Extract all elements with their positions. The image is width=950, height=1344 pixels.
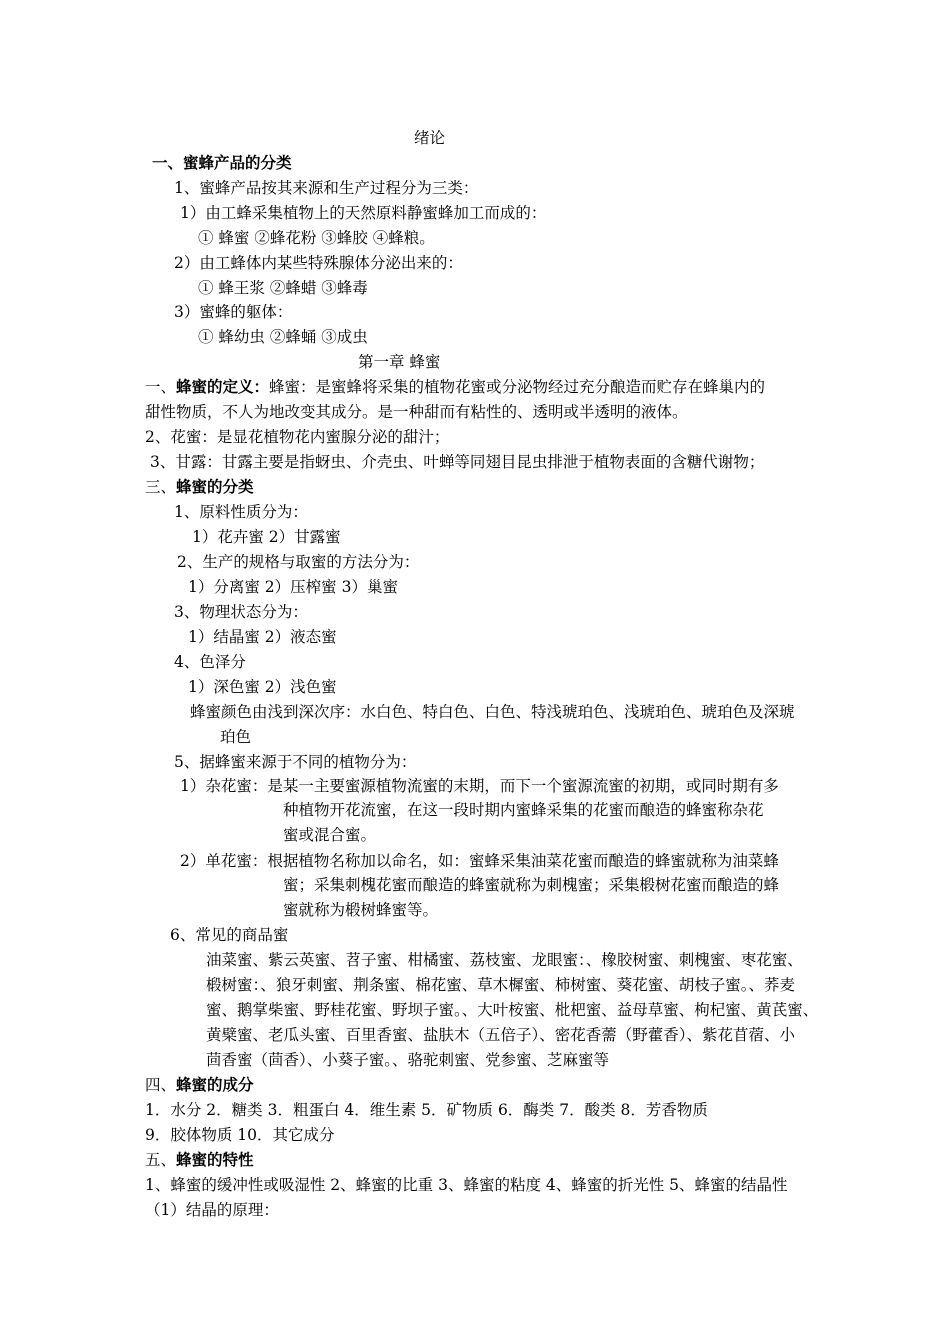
list-item: 1）由工蜂采集植物上的天然原料静蜜蜂加工而成的： (180, 204, 547, 222)
chapter-title: 第一章 蜂蜜 (358, 353, 441, 371)
paragraph: 蜂蜜颜色由浅到深次序：水白色、特白色、白色、特浅琥珀色、浅琥珀色、琥珀色及深琥 (190, 703, 795, 721)
paragraph: 3、甘露：甘露主要是指蚜虫、介壳虫、叶蝉等同翅目昆虫排泄于植物表面的含糖代谢物； (150, 453, 765, 471)
section-heading-classification: 蜂蜜的分类 (176, 477, 254, 496)
definition-text: 蜂蜜：是蜜蜂将采集的植物花蜜或分泌物经过充分酿造而贮存在蜂巢内的 (269, 378, 766, 396)
list-item: 1）花卉蜜 2）甘露蜜 (192, 528, 341, 546)
paragraph: （1）结晶的原理： (145, 1201, 279, 1219)
list-item: ① 蜂王浆 ②蜂蜡 ③蜂毒 (198, 279, 368, 297)
section-heading-definition: 蜂蜜的定义： (176, 377, 270, 396)
paragraph: 2、花蜜：是显花植物花内蜜腺分泌的甜汁； (145, 428, 450, 446)
list-item: 6、常见的商品蜜 (170, 926, 289, 944)
paragraph: 蜜；采集刺槐花蜜而酿造的蜂蜜就称为刺槐蜜；采集椴树花蜜而酿造的蜂 (283, 876, 780, 894)
paragraph: 油菜蜜、紫云英蜜、苕子蜜、柑橘蜜、荔枝蜜、龙眼蜜：、橡胶树蜜、刺槐蜜、枣花蜜、 (206, 951, 803, 969)
paragraph: 1、蜜蜂产品按其来源和生产过程分为三类： (174, 179, 479, 197)
section-number: 一、 (145, 378, 177, 396)
list-item: 2）单花蜜：根据植物名称加以命名，如：蜜蜂采集油菜花蜜而酿造的蜂蜜就称为油菜蜂 (180, 852, 779, 870)
section-heading-composition: 蜂蜜的成分 (176, 1075, 254, 1094)
section-heading-properties: 蜂蜜的特性 (176, 1150, 254, 1169)
intro-title: 绪论 (414, 129, 446, 147)
section-number: 三、 (145, 478, 177, 496)
paragraph: 椴树蜜：、狼牙刺蜜、荆条蜜、棉花蜜、草木樨蜜、柿树蜜、葵花蜜、胡枝子蜜。、荞麦 (206, 976, 796, 994)
paragraph: 蜜或混合蜜。 (283, 826, 377, 844)
list-item: 2）由工蜂体内某些特殊腺体分泌出来的： (174, 254, 463, 272)
list-item: 1）杂花蜜：是某一主要蜜源植物流蜜的末期，而下一个蜜源流蜜的初期，或同时期有多 (180, 777, 779, 795)
paragraph: 蜜就称为椴树蜂蜜等。 (283, 901, 439, 919)
list-item: 1）分离蜜 2）压榨蜜 3）巢蜜 (188, 578, 398, 596)
list-item: 1、原料性质分为： (174, 503, 308, 521)
section-heading (145, 1075, 254, 1095)
section-number: 四、 (145, 1076, 177, 1094)
list-item: 1）深色蜜 2）浅色蜜 (188, 678, 337, 696)
section-heading (145, 477, 254, 497)
list-item: 2、生产的规格与取蜜的方法分为： (177, 553, 420, 571)
section-heading-product-classification: 一、蜜蜂产品的分类 (152, 153, 292, 172)
list-item: 3）蜜蜂的躯体： (174, 303, 293, 321)
list-item: ① 蜂蜜 ②蜂花粉 ③蜂胶 ④蜂粮。 (198, 229, 435, 247)
paragraph: 种植物开花流蜜，在这一段时期内蜜蜂采集的花蜜而酿造的蜂蜜称杂花 (283, 801, 764, 819)
list-item: ① 蜂幼虫 ②蜂蛹 ③成虫 (198, 328, 368, 346)
paragraph: 9．胶体物质 10．其它成分 (145, 1126, 335, 1144)
paragraph: 甜性物质，不人为地改变其成分。是一种甜而有粘性的、透明或半透明的液体。 (145, 403, 688, 421)
list-item: 1）结晶蜜 2）液态蜜 (188, 628, 337, 646)
paragraph: 黄檗蜜、老瓜头蜜、百里香蜜、盐肤木（五倍子）、密花香薷（野藿香）、紫花苜蓿、小 (206, 1026, 796, 1044)
paragraph: 珀色 (220, 728, 252, 746)
section-heading (145, 1150, 254, 1170)
list-item: 3、物理状态分为： (174, 603, 308, 621)
paragraph: 蜜、鹅掌柴蜜、野桂花蜜、野坝子蜜。、大叶桉蜜、枇杷蜜、益母草蜜、枸杞蜜、黄芪蜜、 (206, 1001, 819, 1019)
list-item: 4、色泽分 (174, 653, 246, 671)
paragraph: 1、蜂蜜的缓冲性或吸湿性 2、蜂蜜的比重 3、蜂蜜的粘度 4、蜂蜜的折光性 5、蜂蜜的结晶性 (145, 1176, 788, 1194)
section-number: 五、 (145, 1151, 177, 1169)
definition-paragraph (145, 377, 765, 397)
paragraph: 1．水分 2．糖类 3．粗蛋白 4．维生素 5．矿物质 6．酶类 7．酸类 8．芳香物质 (145, 1101, 708, 1119)
list-item: 5、据蜂蜜来源于不同的植物分为： (174, 753, 417, 771)
paragraph: 茴香蜜（茴香）、小葵子蜜。、骆驼刺蜜、党参蜜、芝麻蜜等 (206, 1051, 610, 1069)
